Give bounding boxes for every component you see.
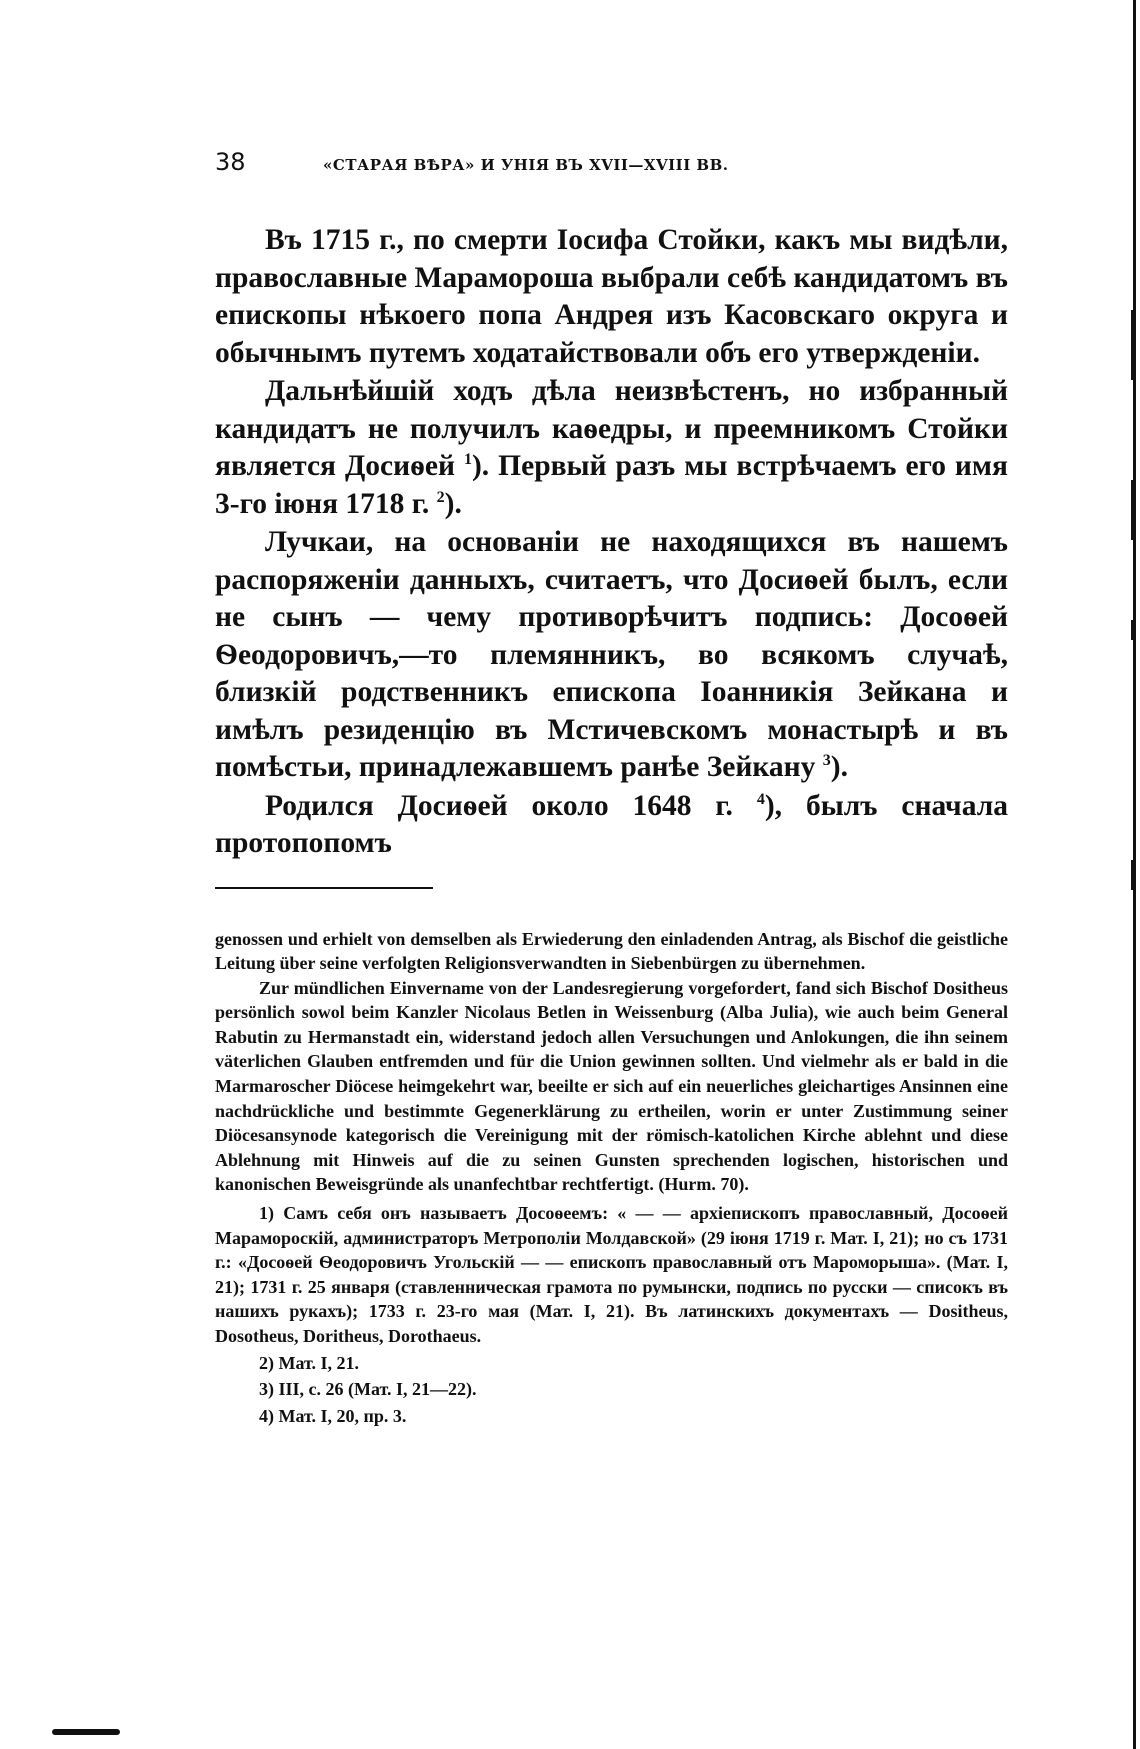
scan-edge-mark [1131,310,1135,380]
footnote-ref: 4 [756,790,765,808]
scan-edge-mark [1131,860,1135,890]
book-page [215,148,1008,1428]
footnote-1: 1) Самъ себя онъ называетъ Досоѳеемъ: « — — архіепископъ православный, Досоѳей Марамороскій, администраторъ Метрополіи Молдавской» (29 іюня 1719 г. Мат. I, 21); но съ 1731 г.: «Досоѳей Ѳеодоровичъ Угольскій — — епископъ православный отъ Мароморыша». (Мат. I, 21); 1731 г. 25 января (ставленническая грамота по румынски, подпись по русски — списокъ въ нашихъ рукахъ); 1733 г. 23-го мая (Мат. I, 21). Въ латинскихъ документахъ — Dositheus, Dosotheus, Doritheus, Dorothaeus. [215,1203,1008,1346]
footnote-separator [215,887,433,889]
footnote-ref: 1 [463,451,472,469]
main-text [215,222,1008,863]
running-title: «СТАРАЯ ВѢРА» И УНІЯ ВЪ XVII—XVIII ВВ. [323,156,729,174]
footnote-3: 3) III, с. 26 (Мат. I, 21—22). [259,1379,477,1400]
page-number: 38 [215,148,246,176]
page-header [215,148,1008,182]
scan-edge-mark [1131,620,1135,640]
footnote-2: 2) Мат. I, 21. [259,1352,360,1373]
scan-edge-mark [1131,480,1135,540]
footnote-text: Zur mündlichen Einvername von der Landesregierung vorgefordert, fand sich Bischof Dositheus persönlich sowol beim Kanzler Nicolaus Betlen in Weissenburg (Alba Julia), wie auch beim General Rabutin zu Hermanstadt ein, widerstand jedoch allen Versuchungen und Anlokungen, die ihn seinem väterlichen Glauben entfremden und für die Union gewinnen sollten. Und vielmehr als er bald in die Marmaroscher Diöcese heimgekehrt war, beeilte er sich auf ein neuerliches gleichartiges Ansinnen eine nachdrückliche und bestimmte Gegenerklärung zu ertheilen, worin er unter Zustimmung seiner Diöcesansynode kategorisch die Vereinigung mit der römisch-katolichen Kirche ablehnt und diese Ablehnung mit Hinweis auf die zu seinen Gunsten sprechenden logischen, historischen und kanonischen Beweisgründe als unanfechtbar rechtfertigt. (Hurm. 70). [215,977,1008,1195]
footnote-continuation: genossen und erhielt von demselben als Erwiederung den einladenden Antrag, als Bischof die geistliche Leitung über seine verfolgten Religionsverwandten in Siebenbürgen zu übernehmen. [215,928,1008,974]
footnote-ref: 2 [436,488,445,506]
paragraph: Въ 1715 г., по смерти Іосифа Стойки, какъ мы видѣли, православные Марамороша выбрали себѣ кандидатомъ въ епископы нѣкоего попа Андрея изъ Касовскаго округа и обычнымъ путемъ ходатайствовали объ его утвержденіи. [215,224,1008,369]
footnotes [215,927,1008,1429]
footnote-ref: 3 [822,752,831,770]
scan-artifact-mark [52,1729,120,1735]
paragraph: Лучкаи, на основаніи не находящихся въ нашемъ распоряженіи данныхъ, считаетъ, что Досиѳей былъ, если не сынъ — чему противорѣчитъ подпись: Досоѳей Ѳеодоровичъ,—то племянникъ, во всякомъ случаѣ, близкій родственникъ епископа Іоанникія Зейкана и имѣлъ резиденцію въ Мстичевскомъ монастырѣ и въ помѣстьи, принадлежавшемъ ранѣе Зейкану $^3$). [215,526,1008,783]
paragraph: Родился Досиѳей около 1648 г. $^4$), былъ сначала протопопомъ [215,789,1009,859]
footnote-4: 4) Мат. I, 20, пр. 3. [259,1405,407,1426]
paragraph: Дальнѣйшій ходъ дѣла неизвѣстенъ, но избранный кандидатъ не получилъ каѳедры, и преемникомъ Стойки является Досиѳей $^1$). Первый разъ мы встрѣчаемъ его имя 3-го іюня 1718 г. $^2$). [215,375,1008,520]
